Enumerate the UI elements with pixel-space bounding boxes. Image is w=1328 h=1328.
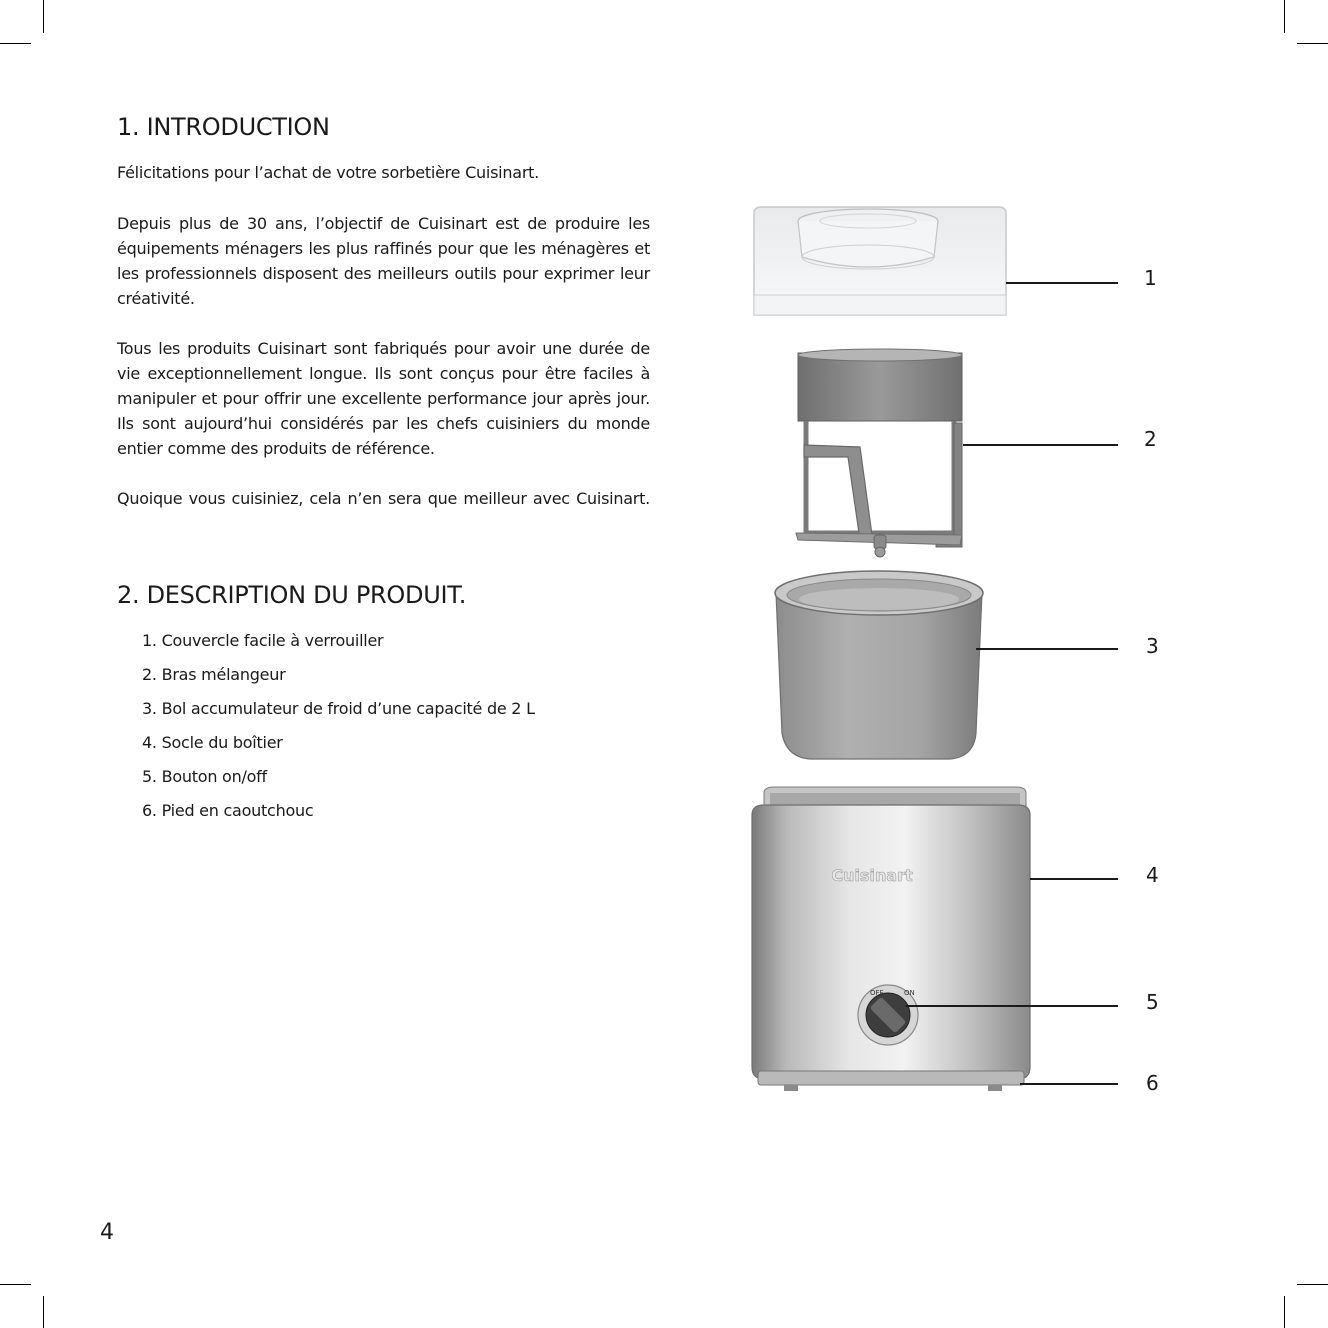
callout-number-5: 5: [1146, 990, 1159, 1014]
list-item: 1. Couvercle facile à verrouiller: [142, 631, 384, 650]
crop-mark: [1284, 0, 1285, 33]
knob-label-off: OFF: [870, 989, 884, 997]
page-number: 4: [100, 1220, 114, 1245]
callout-number-6: 6: [1146, 1071, 1159, 1095]
callout-line-5: [906, 1005, 1118, 1007]
list-item: 6. Pied en caoutchouc: [142, 801, 314, 820]
crop-mark: [43, 1296, 44, 1328]
lid-illustration: [754, 207, 1006, 315]
intro-paragraph: Félicitations pour l’achat de votre sorbetière Cuisinart.: [117, 163, 540, 182]
list-item: 5. Bouton on/off: [142, 767, 267, 786]
callout-line-2: [963, 444, 1118, 446]
parts-list: [142, 628, 535, 832]
brand-logo-text: Cuisinart: [831, 866, 913, 885]
freezer-bowl-illustration: [775, 571, 983, 759]
base-housing-illustration: [752, 787, 1030, 1091]
callout-line-4: [1030, 878, 1118, 880]
section-title-introduction: 1. INTRODUCTION: [117, 113, 330, 141]
crop-mark: [1284, 1296, 1285, 1328]
section-title-description: 2. DESCRIPTION DU PRODUIT.: [117, 581, 467, 609]
callout-number-3: 3: [1146, 634, 1159, 658]
crop-mark: [0, 1284, 31, 1285]
callout-number-1: 1: [1144, 266, 1157, 290]
callout-number-2: 2: [1144, 427, 1157, 451]
list-item: 3. Bol accumulateur de froid d’une capacité de 2 L: [142, 699, 535, 718]
list-item: 2. Bras mélangeur: [142, 665, 286, 684]
mixing-paddle-illustration: [796, 349, 962, 557]
callout-line-3: [976, 648, 1118, 650]
crop-mark: [1297, 1284, 1328, 1285]
intro-paragraph-text: Quoique vous cuisiniez, cela n’en sera que meilleur avec Cuisinart.: [117, 489, 650, 508]
crop-mark: [43, 0, 44, 33]
crop-mark: [1297, 43, 1328, 44]
intro-paragraph: Depuis plus de 30 ans, l’objectif de Cuisinart est de produire les équipements ménagers les plus raffinés pour que les ménagères et les professionnels disposent des meilleurs outils pour exprimer leur créativité.: [117, 214, 650, 308]
product-exploded-diagram: [740, 195, 1040, 1105]
callout-line-1: [1006, 282, 1118, 284]
list-item: 4. Socle du boîtier: [142, 733, 283, 752]
intro-paragraph-last: [117, 486, 650, 511]
knob-label-on: ON: [904, 989, 915, 997]
intro-paragraph: Tous les produits Cuisinart sont fabriqués pour avoir une durée de vie exceptionnellement longue. Ils sont conçus pour être faciles à manipuler et pour offrir une excellente performance jour après jour. Ils sont aujourd’hui considérés par les chefs cuisiniers du monde entier comme des produits de référence.: [117, 339, 650, 458]
crop-mark: [0, 43, 31, 44]
callout-number-4: 4: [1146, 863, 1159, 887]
callout-line-6: [1020, 1083, 1118, 1085]
